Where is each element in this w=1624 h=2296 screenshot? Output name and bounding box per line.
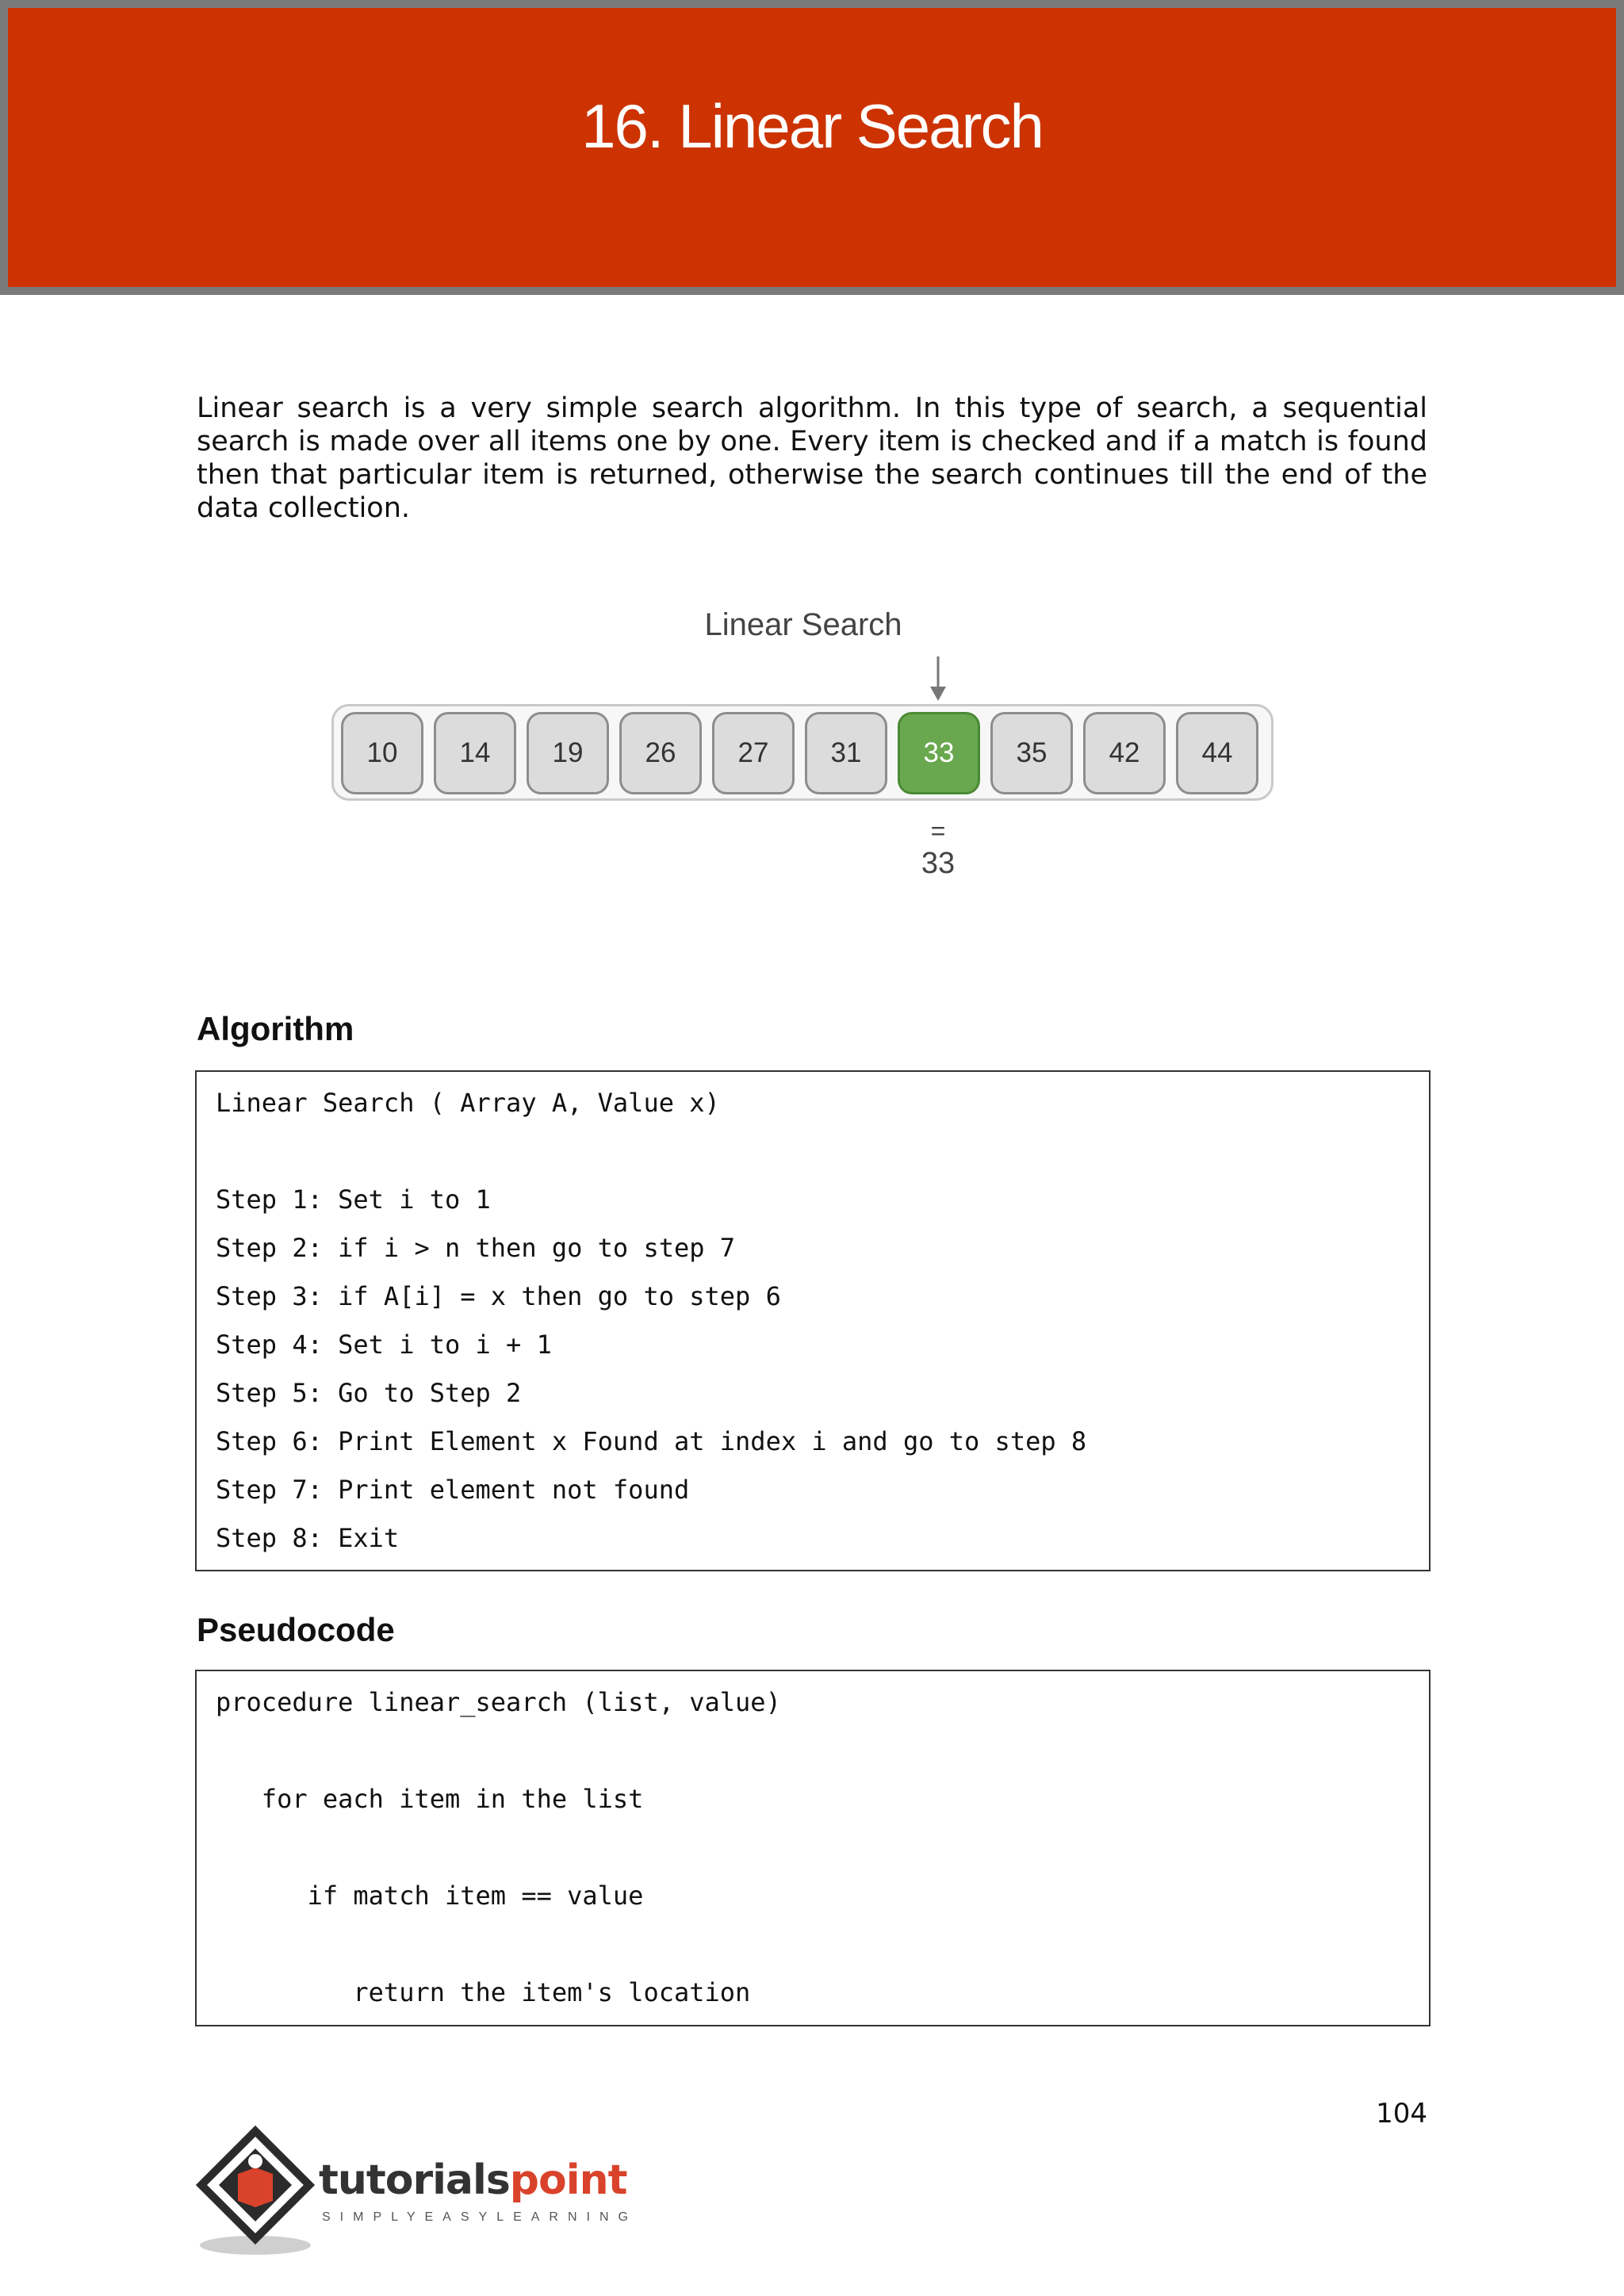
page-number: 104 — [1376, 2098, 1427, 2130]
tutorialspoint-logo — [190, 2125, 638, 2260]
chapter-header — [0, 0, 1624, 295]
array-cell-match: 33 — [898, 712, 980, 794]
array-cell: 31 — [805, 712, 887, 794]
intro-paragraph: Linear search is a very simple search algorithm. In this type of search, a sequential search is made over all items one by one. Every item is checked and if a match is found then that particular item is returned, otherwise the search continues till the end of the data collection. — [197, 392, 1427, 524]
array-cell: 14 — [434, 712, 516, 794]
array-cell: 26 — [619, 712, 702, 794]
algorithm-line: Step 3: if A[i] = x then go to step 6 — [216, 1281, 781, 1311]
figure-title: Linear Search — [704, 607, 902, 642]
algorithm-line: Step 6: Print Element x Found at index i and go to step 8 — [216, 1426, 1087, 1456]
array-cell: 42 — [1083, 712, 1166, 794]
algorithm-line: Step 5: Go to Step 2 — [216, 1378, 522, 1408]
down-arrow-icon — [926, 655, 950, 702]
algorithm-line: Step 4: Set i to i + 1 — [216, 1330, 552, 1360]
algorithm-line: Step 1: Set i to 1 — [216, 1184, 491, 1215]
algorithm-heading: Algorithm — [197, 1010, 354, 1047]
array-cell: 10 — [341, 712, 423, 794]
equals-sign: = — [930, 817, 946, 845]
linear-search-figure — [331, 604, 1275, 890]
logo-word-point: point — [509, 2156, 627, 2204]
array-cell: 35 — [990, 712, 1073, 794]
pseudocode-line: for each item in the list — [216, 1784, 644, 1814]
array-cell: 44 — [1176, 712, 1258, 794]
logo-word-tutorials: tutorials — [319, 2156, 510, 2204]
pseudocode-line: procedure linear_search (list, value) — [216, 1687, 781, 1717]
algorithm-code-box — [195, 1070, 1431, 1571]
pseudocode-line: if match item == value — [216, 1881, 644, 1911]
target-value: 33 — [921, 847, 956, 880]
chapter-title: 16. Linear Search — [581, 91, 1043, 161]
algorithm-line: Step 7: Print element not found — [216, 1475, 690, 1505]
algorithm-line: Step 2: if i > n then go to step 7 — [216, 1233, 736, 1263]
algorithm-line: Step 8: Exit — [216, 1523, 400, 1553]
pseudocode-heading: Pseudocode — [197, 1611, 395, 1648]
array-cell: 27 — [712, 712, 795, 794]
pseudocode-line: return the item's location — [216, 1977, 751, 2007]
logo-wordmark — [319, 2156, 626, 2204]
array-cell: 19 — [527, 712, 609, 794]
logo-diamond-icon — [190, 2125, 317, 2260]
algorithm-line: Linear Search ( Array A, Value x) — [216, 1088, 720, 1118]
pseudocode-code-box — [195, 1670, 1431, 2026]
logo-tagline: SIMPLYEASYLEARNING — [322, 2210, 638, 2224]
